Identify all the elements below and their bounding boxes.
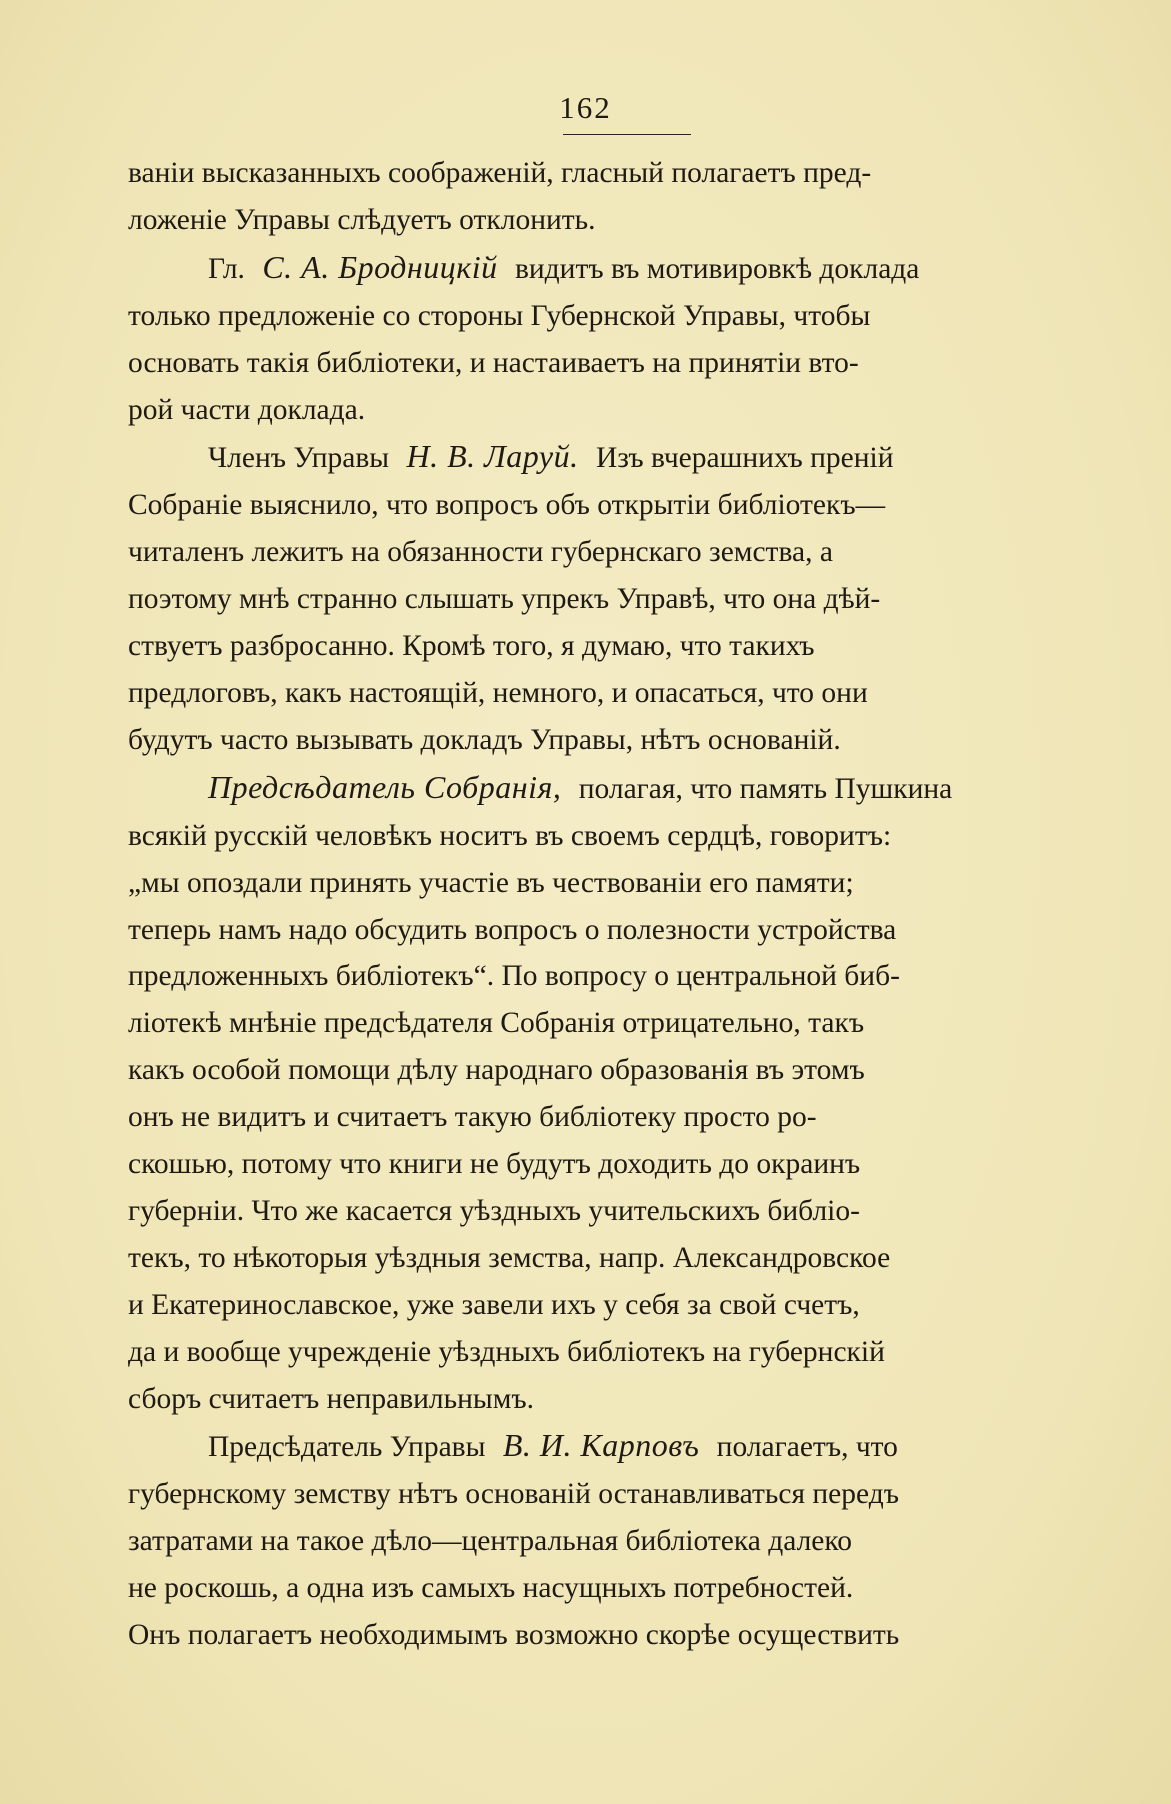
text-line: основать такія библіотеки, и настаиваетъ на принятіи вто- [128, 346, 859, 379]
speaker-name: Н. В. Ларуй. [406, 438, 579, 475]
lead-text: Членъ Управы [208, 442, 390, 475]
paragraph [128, 433, 1098, 763]
text-line: ліотекѣ мнѣніе предсѣдателя Собранія отрицательно, такъ [128, 1007, 865, 1040]
text-line: предложенныхъ библіотекъ“. По вопросу о центральной биб- [128, 960, 900, 993]
text-line: губернскому земству нѣтъ основаній останавливаться передъ [128, 1478, 899, 1511]
text-line: Онъ полагаетъ необходимымъ возможно скорѣе осуществить [128, 1619, 900, 1652]
text-line: текъ, то нѣкоторыя уѣздныя земства, напр. Александровское [128, 1241, 891, 1274]
text-line: теперь намъ надо обсудить вопросъ о полезности устройства [128, 913, 897, 946]
speaker-name: Предсѣдатель Собранія, [208, 768, 562, 805]
text-line: всякій русскій человѣкъ носитъ въ своемъ сердцѣ, говоритъ: [128, 819, 892, 852]
text-line: будутъ часто вызывать докладъ Управы, нѣтъ основаній. [128, 723, 841, 756]
lead-text: Предсѣдатель Управы [208, 1431, 486, 1464]
text-line: „мы опоздали принять участіе въ чествованіи его памяти; [128, 866, 854, 899]
text-line: читаленъ лежитъ на обязанности губернскаго земства, а [128, 536, 833, 569]
body-text [128, 150, 1098, 1659]
text-line: и Екатеринославское, уже завели ихъ у себя за свой счетъ, [128, 1288, 860, 1321]
text-line: ложеніе Управы слѣдуетъ отклонить. [128, 203, 596, 236]
text-line: ствуетъ разбросанно. Кромѣ того, я думаю, что такихъ [128, 630, 815, 663]
paragraph [128, 1422, 1098, 1659]
text-line: да и вообще учрежденіе уѣздныхъ библіотекъ на губернскій [128, 1335, 885, 1368]
speaker-name: В. И. Карповъ [502, 1427, 700, 1464]
text-line: только предложеніе со стороны Губернской Управы, чтобы [128, 299, 871, 332]
paragraph [128, 244, 1098, 434]
paragraph [128, 764, 1098, 1423]
paragraph [128, 150, 1098, 244]
text-line: губерніи. Что же касается уѣздныхъ учительскихъ библіо- [128, 1194, 860, 1227]
text-line: предлоговъ, какъ настоящій, немного, и опасаться, что они [128, 676, 868, 709]
text-line: сборъ считаетъ неправильнымъ. [128, 1382, 534, 1415]
text-line: полагая, что память Пушкина [578, 772, 953, 805]
text-line: Изъ вчерашнихъ преній [595, 442, 894, 475]
text-line: онъ не видитъ и считаетъ такую библіотеку просто ро- [128, 1101, 817, 1134]
text-line: ваніи высказанныхъ соображеній, гласный полагаетъ пред- [128, 157, 872, 189]
text-line: рой части доклада. [128, 393, 366, 426]
lead-text: Гл. [208, 252, 245, 285]
speaker-name: С. А. Бродницкій [262, 248, 498, 285]
text-line: видитъ въ мотивировкѣ доклада [514, 252, 920, 285]
text-line: поэтому мнѣ странно слышать упрекъ Управѣ, что она дѣй- [128, 583, 881, 616]
page-number: 162 [559, 90, 612, 125]
text-line: какъ особой помощи дѣлу народнаго образованія въ этомъ [128, 1054, 865, 1087]
text-line: не роскошь, а одна изъ самыхъ насущныхъ потребностей. [128, 1572, 854, 1605]
text-line: затратами на такое дѣло—центральная библіотека далеко [128, 1525, 852, 1558]
text-line: скошью, потому что книги не будутъ доходить до окраинъ [128, 1148, 861, 1181]
text-line: полагаетъ, что [716, 1431, 898, 1464]
text-line: Собраніе выяснило, что вопросъ объ открытіи библіотекъ— [128, 489, 886, 522]
page-number-rule [563, 134, 691, 135]
